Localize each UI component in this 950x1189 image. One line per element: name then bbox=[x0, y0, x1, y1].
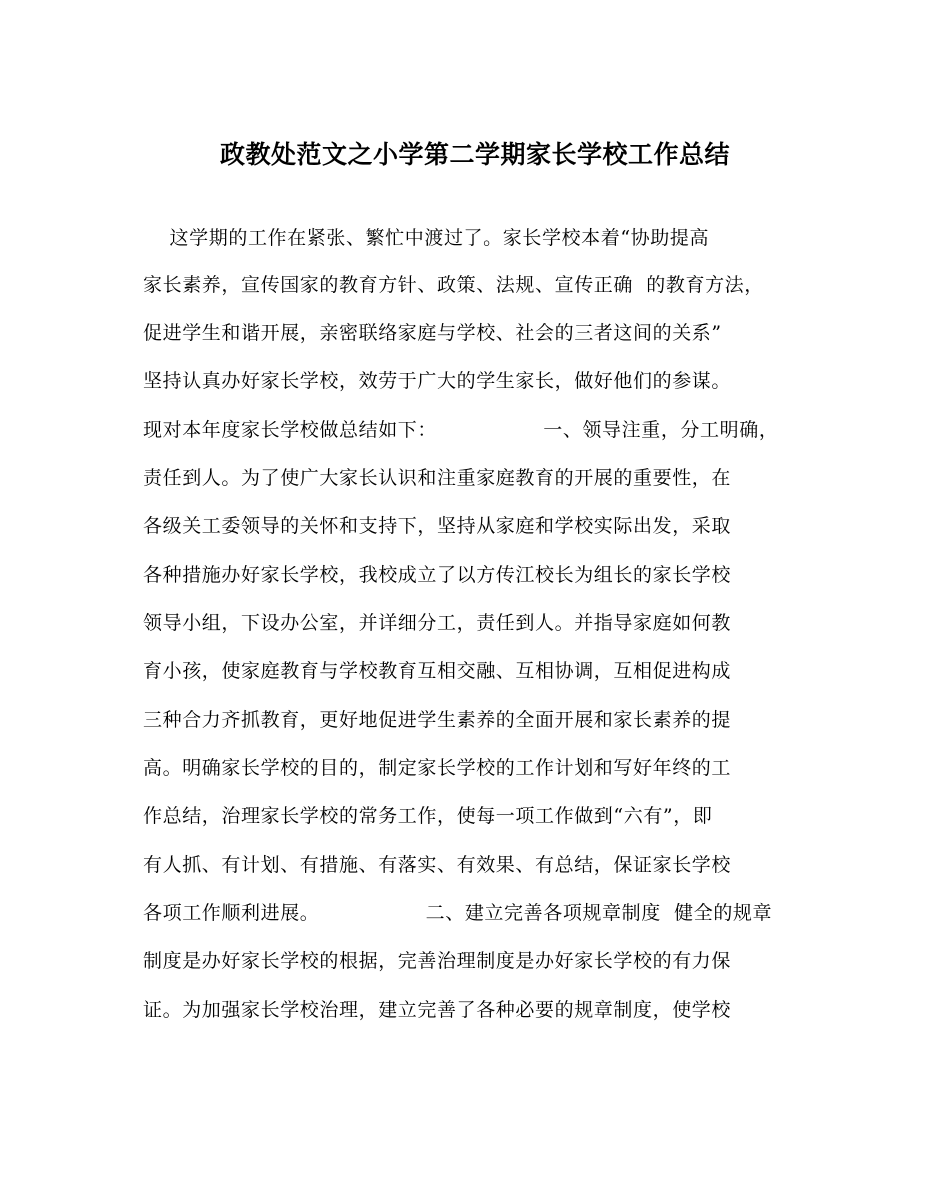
body-line: 高。明确家长学校的目的，制定家长学校的工作计划和写好年终的工 bbox=[143, 757, 732, 779]
body-line: 作总结，治理家长学校的常务工作，使每一项工作做到“六有”，即 bbox=[143, 805, 713, 827]
body-line: 各项工作顺利进展。 二、建立完善各项规章制度 健全的规章 bbox=[143, 902, 773, 924]
body-line: 三种合力齐抓教育，更好地促进学生素养的全面开展和家长素养的提 bbox=[143, 709, 732, 731]
body-line: 促进学生和谐开展，亲密联络家庭与学校、社会的三者这间的关系” bbox=[143, 322, 722, 344]
body-line: 坚持认真办好家长学校，效劳于广大的学生家长，做好他们的参谋。 bbox=[143, 370, 732, 392]
body-line: 育小孩，使家庭教育与学校教育互相交融、互相协调，互相促进构成 bbox=[143, 660, 732, 682]
body-line: 这学期的工作在紧张、繁忙中渡过了。家长学校本着“协助提高 bbox=[143, 227, 710, 249]
body-line: 证。为加强家长学校治理，建立完善了各种必要的规章制度，使学校 bbox=[143, 999, 732, 1021]
document-title: 政教处范文之小学第二学期家长学校工作总结 bbox=[219, 140, 730, 169]
body-line: 家长素养，宣传国家的教育方针、政策、法规、宣传正确 的教育方法， bbox=[143, 274, 764, 296]
body-line: 各级关工委领导的关怀和支持下，坚持从家庭和学校实际出发，采取 bbox=[143, 515, 732, 537]
body-line: 领导小组，下设办公室，并详细分工，责任到人。并指导家庭如何教 bbox=[143, 612, 732, 634]
body-line: 各种措施办好家长学校，我校成立了以方传江校长为组长的家长学校 bbox=[143, 564, 732, 586]
body-line: 制度是办好家长学校的根据，完善治理制度是办好家长学校的有力保 bbox=[143, 950, 732, 972]
body-line: 有人抓、有计划、有措施、有落实、有效果、有总结，保证家长学校 bbox=[143, 854, 732, 876]
body-line: 现对本年度家长学校做总结如下： 一、领导注重，分工明确， bbox=[143, 419, 779, 441]
body-line: 责任到人。为了使广大家长认识和注重家庭教育的开展的重要性，在 bbox=[143, 467, 732, 489]
